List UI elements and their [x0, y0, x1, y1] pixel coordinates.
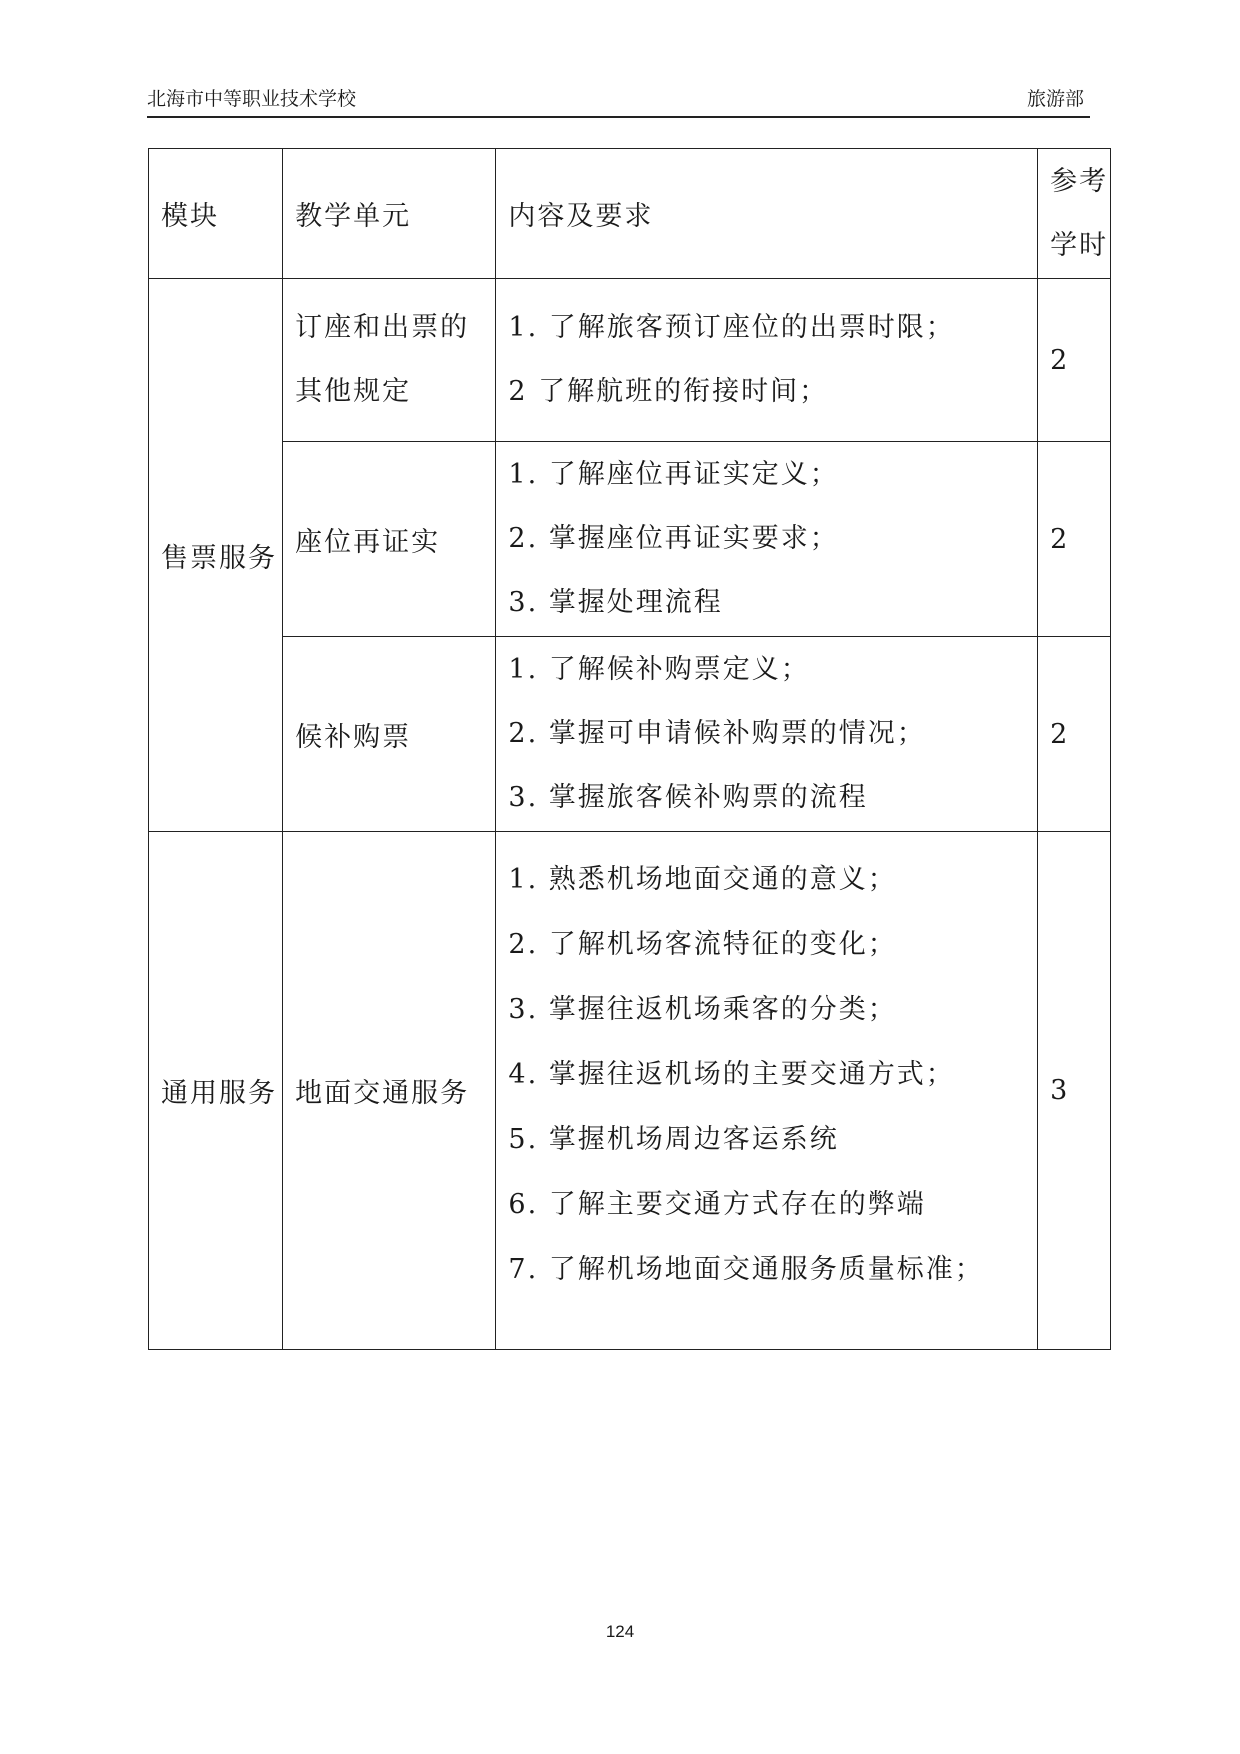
content-cell [496, 637, 1038, 832]
hours-cell: 3 [1038, 832, 1111, 1350]
unit-cell [283, 279, 496, 442]
content-line: 2. 掌握可申请候补购票的情况； [508, 718, 926, 749]
table-row [149, 279, 1111, 442]
school-name: 北海市中等职业技术学校 [147, 88, 357, 110]
content-cell [496, 442, 1038, 637]
unit-cell: 地面交通服务 [283, 832, 496, 1350]
content-line: 1. 了解座位再证实定义； [508, 459, 839, 490]
content-line: 2. 了解机场客流特征的变化； [508, 929, 897, 960]
page-number: 124 [605, 1622, 635, 1641]
hours-cell: 2 [1038, 279, 1111, 442]
header-hours-line2: 学时 [1050, 229, 1109, 261]
table-row [149, 832, 1111, 1350]
content-line: 1. 熟悉机场地面交通的意义； [508, 864, 897, 895]
header-hours-line1: 参考 [1050, 165, 1109, 197]
content-line: 3. 掌握往返机场乘客的分类； [508, 994, 897, 1025]
table-row [149, 637, 1111, 832]
content-line: 7. 了解机场地面交通服务质量标准； [508, 1254, 984, 1285]
header-module: 模块 [149, 149, 283, 279]
content-line: 1. 了解候补购票定义； [508, 654, 810, 685]
table-header-row [149, 149, 1111, 279]
content-line: 1. 了解旅客预订座位的出票时限； [508, 312, 955, 343]
module-cell-general: 通用服务 [149, 832, 283, 1350]
department-name: 旅游部 [1026, 88, 1084, 110]
header-unit: 教学单元 [283, 149, 496, 279]
table-row [149, 442, 1111, 637]
content-line: 6. 了解主要交通方式存在的弊端 [508, 1189, 926, 1220]
unit-cell: 候补购票 [283, 637, 496, 832]
content-line: 2. 掌握座位再证实要求； [508, 523, 839, 554]
unit-line: 订座和出票的 [295, 312, 470, 343]
hours-cell: 2 [1038, 442, 1111, 637]
module-cell-ticketing: 售票服务 [149, 279, 283, 832]
page-header [147, 86, 1090, 118]
content-cell [496, 279, 1038, 442]
unit-cell: 座位再证实 [283, 442, 496, 637]
content-line: 5. 掌握机场周边客运系统 [508, 1124, 839, 1155]
content-line: 3. 掌握处理流程 [508, 587, 723, 618]
header-content: 内容及要求 [496, 149, 1038, 279]
syllabus-table [148, 148, 1111, 1350]
unit-line: 其他规定 [295, 376, 412, 407]
hours-cell: 2 [1038, 637, 1111, 832]
content-line: 3. 掌握旅客候补购票的流程 [508, 782, 868, 813]
content-cell [496, 832, 1038, 1350]
content-line: 4. 掌握往返机场的主要交通方式； [508, 1059, 955, 1090]
header-hours [1038, 149, 1111, 279]
content-line: 2 了解航班的衔接时间； [508, 376, 829, 407]
